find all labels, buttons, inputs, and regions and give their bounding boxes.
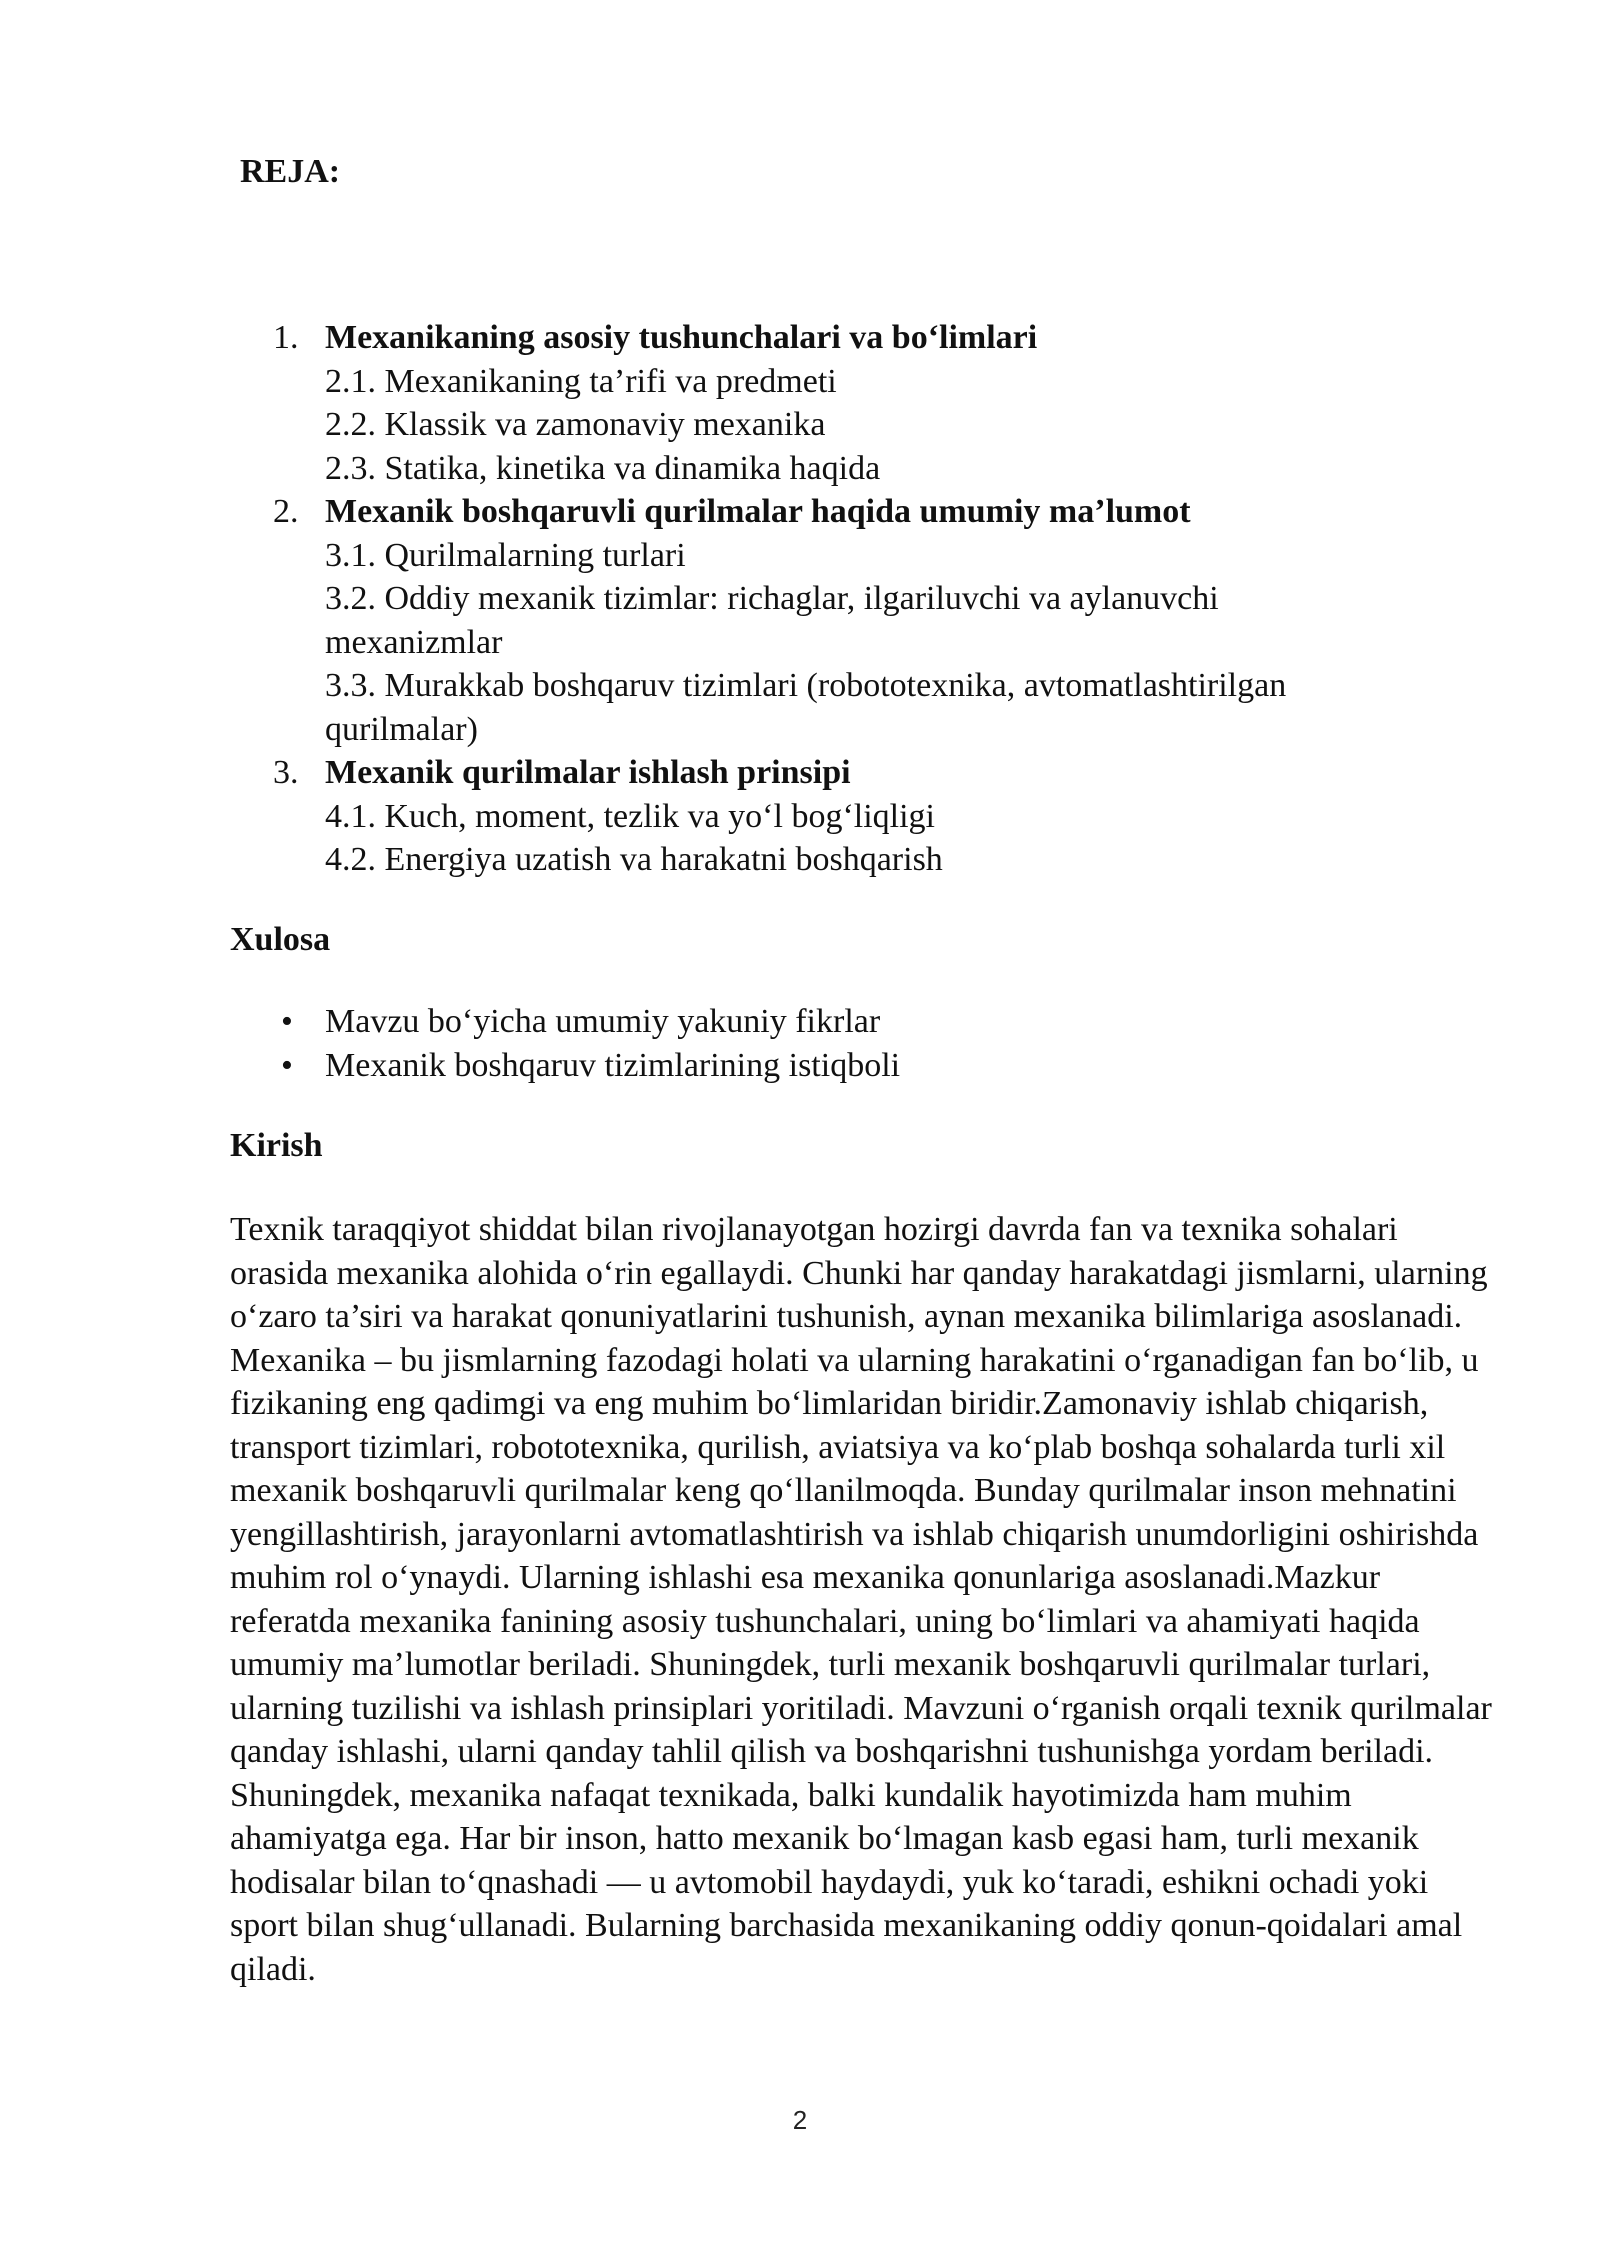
bullet-icon: • [281, 1003, 293, 1040]
plan-item-title: Mexanik qurilmalar ishlash prinsipi [325, 754, 851, 791]
kirish-paragraph: Texnik taraqqiyot shiddat bilan rivojlanayotgan hozirgi davrda fan va texnika sohalari orasida mexanika alohida o‘rin egallaydi. Chunki har qanday harakatdagi jismlarni, ularning o‘zaro ta’siri va harakat qonuniyatlarini tushunish, aynan mexanika bilimlariga asoslanadi. Mexanika – bu jismlarning fazodagi holati va ularning harakatini o‘rganadigan fan bo‘lib, u fizikaning eng qadimgi va eng muhim bo‘limlaridan biridir.Zamonaviy ishlab chiqarish, transport tizimlari, robototexnika, qurilish, aviatsiya va ko‘plab boshqa sohalarda turli xil mexanik boshqaruvli qurilmalar keng qo‘llanilmoqda. Bunday qurilmalar inson mehnatini yengillashtirish, jarayonlarni avtomatlashtirish va ishlab chiqarish unumdorligini oshirishda muhim rol o‘ynaydi. Ularning ishlashi esa mexanika qonunlariga asoslanadi.Mazkur referatda mexanika fanining asosiy tushunchalari, uning bo‘limlari va ahamiyati haqida umumiy ma’lumotlar beriladi. Shuningdek, turli mexanik boshqaruvli qurilmalar turlari, ularning tuzilishi va ishlash prinsiplari yoritiladi. Mavzuni o‘rganish orqali texnik qurilmalar qanday ishlashi, ularni qanday tahlil qilish va boshqarishni tushunishga yordam beriladi. Shuningdek, mexanika nafaqat texnikada, balki kundalik hayotimizda ham muhim ahamiyatga ega. Har bir inson, hatto mexanik bo‘lmagan kasb egasi ham, turli mexanik hodisalar bilan to‘qnashadi — u avtomobil haydaydi, yuk ko‘taradi, eshikni ochadi yoki sport bilan shug‘ullanadi. Bularning barchasida mexanikaning oddiy qonun-qoidalari amal qiladi. [230, 1211, 1492, 1988]
plan-item [273, 751, 1473, 882]
kirish-heading: Kirish [230, 1127, 323, 1164]
plan-item-number: 3. [273, 754, 299, 791]
xulosa-bullet-list [273, 1000, 900, 1087]
bullet-text: Mexanik boshqaruv tizimlarining istiqboli [325, 1046, 901, 1084]
plan-subitem: 4.1. Kuch, moment, tezlik va yo‘l bog‘liqligi [325, 797, 936, 835]
list-item [273, 1000, 900, 1044]
plan-subitem: 2.1. Mexanikaning ta’rifi va predmeti [325, 362, 837, 400]
plan-subitem: 3.3. Murakkab boshqaruv tizimlari (robototexnika, avtomatlashtirilgan qurilmalar) [325, 667, 1287, 748]
plan-item [273, 490, 1473, 751]
plan-subitem: 4.2. Energiya uzatish va harakatni boshqarish [325, 841, 943, 878]
plan-item-number: 1. [273, 319, 299, 356]
plan-item-title: Mexanik boshqaruvli qurilmalar haqida umumiy ma’lumot [325, 493, 1191, 530]
list-item [273, 1044, 900, 1088]
plan-item [273, 316, 1473, 490]
bullet-icon: • [281, 1046, 293, 1084]
plan-subitem: 3.1. Qurilmalarning turlari [325, 536, 686, 574]
bullet-text: Mavzu bo‘yicha umumiy yakuniy fikrlar [325, 1003, 881, 1040]
plan-list [273, 316, 1473, 882]
page-number: 2 [792, 2105, 808, 2135]
plan-item-number: 2. [273, 493, 299, 530]
plan-subitem: 3.2. Oddiy mexanik tizimlar: richaglar, ilgariluvchi va aylanuvchi mexanizmlar [325, 580, 1219, 661]
plan-subitem: 2.3. Statika, kinetika va dinamika haqida [325, 449, 881, 487]
plan-item-title: Mexanikaning asosiy tushunchalari va bo‘limlari [325, 319, 1038, 356]
xulosa-heading: Xulosa [230, 921, 331, 958]
plan-subitem: 2.2. Klassik va zamonaviy mexanika [325, 406, 826, 443]
reja-heading: REJA: [240, 153, 341, 190]
